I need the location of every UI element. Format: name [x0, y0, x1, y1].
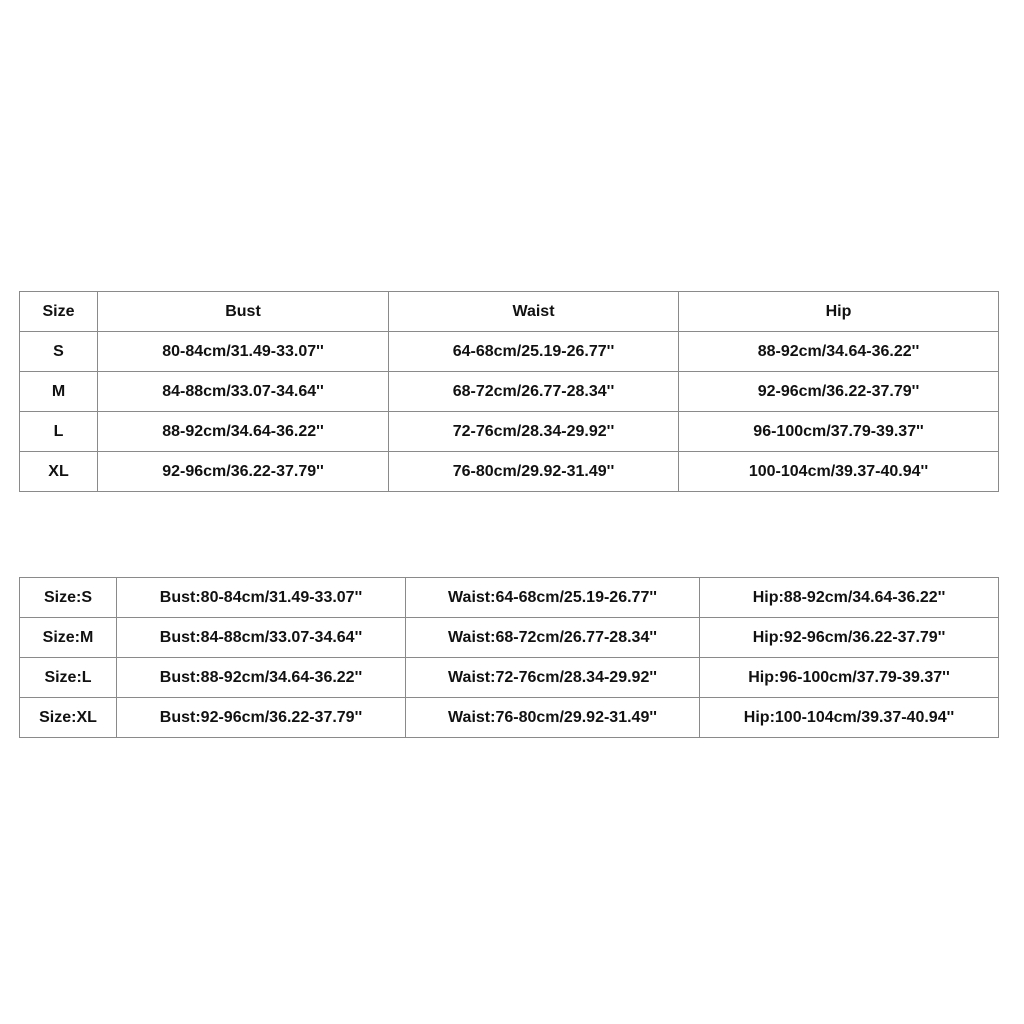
size-cell: Size:M [20, 618, 117, 658]
hip-cell: 100-104cm/39.37-40.94'' [679, 452, 999, 492]
waist-cell: Waist:76-80cm/29.92-31.49'' [406, 698, 700, 738]
hip-cell: 88-92cm/34.64-36.22'' [679, 332, 999, 372]
size-cell: Size:XL [20, 698, 117, 738]
table-row [20, 658, 999, 698]
hip-cell: Hip:92-96cm/36.22-37.79'' [700, 618, 999, 658]
size-cell: M [20, 372, 98, 412]
size-cell: Size:S [20, 578, 117, 618]
bust-cell: Bust:84-88cm/33.07-34.64'' [117, 618, 406, 658]
hip-cell: Hip:96-100cm/37.79-39.37'' [700, 658, 999, 698]
bust-cell: Bust:88-92cm/34.64-36.22'' [117, 658, 406, 698]
table-header-row [20, 292, 999, 332]
waist-cell: Waist:64-68cm/25.19-26.77'' [406, 578, 700, 618]
size-cell: XL [20, 452, 98, 492]
table-row [20, 412, 999, 452]
header-size: Size [20, 292, 98, 332]
hip-cell: 96-100cm/37.79-39.37'' [679, 412, 999, 452]
table-row [20, 332, 999, 372]
bust-cell: 92-96cm/36.22-37.79'' [98, 452, 389, 492]
bust-cell: 88-92cm/34.64-36.22'' [98, 412, 389, 452]
hip-cell: 92-96cm/36.22-37.79'' [679, 372, 999, 412]
table-row [20, 372, 999, 412]
size-cell: L [20, 412, 98, 452]
header-waist: Waist [389, 292, 679, 332]
bust-cell: Bust:92-96cm/36.22-37.79'' [117, 698, 406, 738]
waist-cell: Waist:68-72cm/26.77-28.34'' [406, 618, 700, 658]
size-list-table [19, 577, 999, 738]
bust-cell: 84-88cm/33.07-34.64'' [98, 372, 389, 412]
table-row [20, 452, 999, 492]
header-bust: Bust [98, 292, 389, 332]
waist-cell: 64-68cm/25.19-26.77'' [389, 332, 679, 372]
waist-cell: Waist:72-76cm/28.34-29.92'' [406, 658, 700, 698]
hip-cell: Hip:100-104cm/39.37-40.94'' [700, 698, 999, 738]
bust-cell: 80-84cm/31.49-33.07'' [98, 332, 389, 372]
size-cell: Size:L [20, 658, 117, 698]
size-cell: S [20, 332, 98, 372]
size-chart-table [19, 291, 999, 492]
hip-cell: Hip:88-92cm/34.64-36.22'' [700, 578, 999, 618]
waist-cell: 72-76cm/28.34-29.92'' [389, 412, 679, 452]
table-row [20, 578, 999, 618]
table-row [20, 618, 999, 658]
bust-cell: Bust:80-84cm/31.49-33.07'' [117, 578, 406, 618]
waist-cell: 76-80cm/29.92-31.49'' [389, 452, 679, 492]
waist-cell: 68-72cm/26.77-28.34'' [389, 372, 679, 412]
header-hip: Hip [679, 292, 999, 332]
table-row [20, 698, 999, 738]
